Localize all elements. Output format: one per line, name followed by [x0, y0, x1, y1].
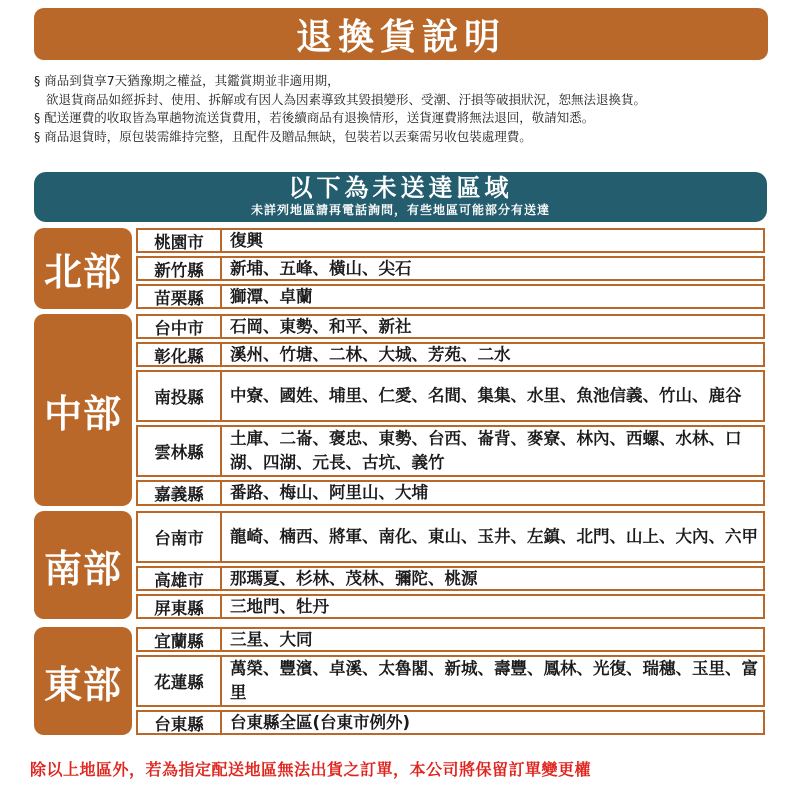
table-row	[136, 710, 765, 735]
page-title: 退換貨說明	[295, 16, 506, 58]
region-group-south	[34, 511, 767, 619]
region-group-east	[34, 627, 767, 735]
note-line: § 配送運費的收取皆為單趟物流送貨費用，若後續商品有退換情形，送貨運費將無法退回，敬請知悉。	[34, 110, 595, 125]
table-row	[136, 655, 765, 707]
table-row	[136, 370, 765, 422]
table-row	[136, 284, 765, 309]
county-name: 花蓮縣	[138, 657, 222, 705]
county-name: 台中市	[138, 316, 222, 337]
region-label: 北部	[34, 228, 132, 309]
town-list: 獅潭、卓蘭	[230, 286, 313, 306]
county-name: 彰化縣	[138, 344, 222, 365]
table-row	[136, 425, 765, 477]
table-row	[136, 342, 765, 367]
notes-section	[34, 72, 794, 146]
region-group-north	[34, 228, 767, 309]
note-line: § 商品到貨享7天猶豫期之權益，其鑑賞期並非適用期，	[34, 73, 340, 88]
region-title: 以下為未送達區域	[288, 174, 513, 202]
region-label: 東部	[34, 627, 132, 735]
region-banner	[34, 172, 767, 222]
table-row	[136, 228, 765, 253]
table-row	[136, 627, 765, 652]
table-row	[136, 256, 765, 281]
town-list: 中寮、國姓、埔里、仁愛、名間、集集、水里、魚池信義、竹山、鹿谷	[230, 386, 742, 405]
region-label: 中部	[34, 314, 132, 506]
town-list: 石岡、東勢、和平、新社	[230, 316, 412, 336]
title-banner	[34, 8, 768, 60]
region-subtitle: 未詳列地區請再電話詢問，有些地區可能部分有送達	[250, 203, 550, 217]
table-row	[136, 566, 765, 591]
county-name: 新竹縣	[138, 258, 222, 279]
table-row	[136, 480, 765, 506]
town-list: 溪州、竹塘、二林、大城、芳苑、二水	[230, 344, 511, 364]
town-list: 新埔、五峰、橫山、尖石	[230, 258, 412, 278]
town-list: 台東縣全區(台東市例外)	[230, 712, 411, 732]
table-row	[136, 511, 765, 563]
note-line: § 商品退貨時，原包裝需維持完整，且配件及贈品無缺，包裝若以丟棄需另收包裝處理費。	[34, 128, 532, 144]
county-name: 台東縣	[138, 712, 222, 733]
region-group-central	[34, 314, 767, 506]
county-name: 高雄市	[138, 568, 222, 589]
town-list: 三星、大同	[230, 629, 313, 649]
town-list: 番路、梅山、阿里山、大埔	[230, 483, 428, 502]
county-name: 台南市	[138, 513, 222, 561]
county-name: 南投縣	[138, 372, 222, 420]
county-name: 屏東縣	[138, 596, 222, 617]
town-list: 土庫、二崙、褒忠、東勢、台西、崙背、麥寮、林內、西螺、水林、口湖、四湖、元長、古坑、義竹	[230, 429, 742, 472]
note-line: 欲退貨商品如經拆封、使用、拆解或有因人為因素導致其毀損變形、受潮、汙損等破損狀況，恕無法退換貨。	[46, 91, 647, 107]
town-list: 龍崎、楠西、將軍、南化、東山、玉井、左鎮、北門、山上、大內、六甲	[230, 527, 758, 546]
region-label: 南部	[34, 511, 132, 619]
table-row	[136, 594, 765, 619]
town-list: 三地門、牡丹	[230, 596, 329, 616]
town-list: 復興	[230, 230, 263, 250]
footer-notice: 除以上地區外，若為指定配送地區無法出貨之訂單，本公司將保留訂單變更權	[30, 760, 592, 779]
county-name: 桃園市	[138, 230, 222, 251]
table-row	[136, 314, 765, 339]
town-list: 那瑪夏、杉林、茂林、彌陀、桃源	[230, 568, 478, 588]
county-name: 雲林縣	[138, 427, 222, 475]
county-name: 苗栗縣	[138, 286, 222, 307]
town-list: 萬榮、豐濱、卓溪、太魯閣、新城、壽豐、鳳林、光復、瑞穗、玉里、富里	[230, 659, 758, 702]
county-name: 宜蘭縣	[138, 629, 222, 650]
county-name: 嘉義縣	[138, 482, 222, 504]
